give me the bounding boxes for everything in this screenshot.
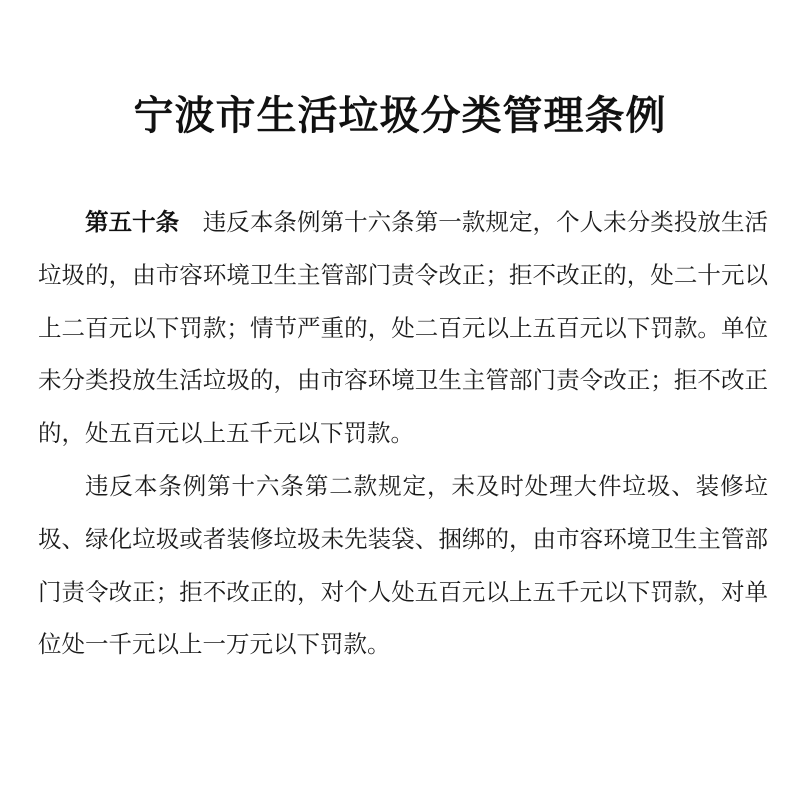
paragraph-text: 违反本条例第十六条第一款规定，个人未分类投放生活垃圾的，由市容环境卫生主管部门责令改正；拒不改正的，处二十元以上二百元以下罚款；情节严重的，处二百元以上五百元以下罚款。单位未分类投放生活垃圾的，由市容环境卫生主管部门责令改正；拒不改正的，处五百元以上五千元以下罚款。	[38, 208, 769, 448]
paragraph-second	[38, 460, 768, 671]
document-title: 宁波市生活垃圾分类管理条例	[133, 92, 667, 139]
paragraph-text: 违反本条例第十六条第二款规定，未及时处理大件垃圾、装修垃圾、绿化垃圾或者装修垃圾未先装袋、捆绑的，由市容环境卫生主管部门责令改正；拒不改正的，对个人处五百元以上五千元以下罚款，对单位处一千元以上一万元以下罚款。	[38, 471, 768, 659]
article-number: 第五十条	[85, 208, 180, 236]
document-body	[38, 196, 768, 671]
paragraph-article-50	[38, 196, 768, 460]
